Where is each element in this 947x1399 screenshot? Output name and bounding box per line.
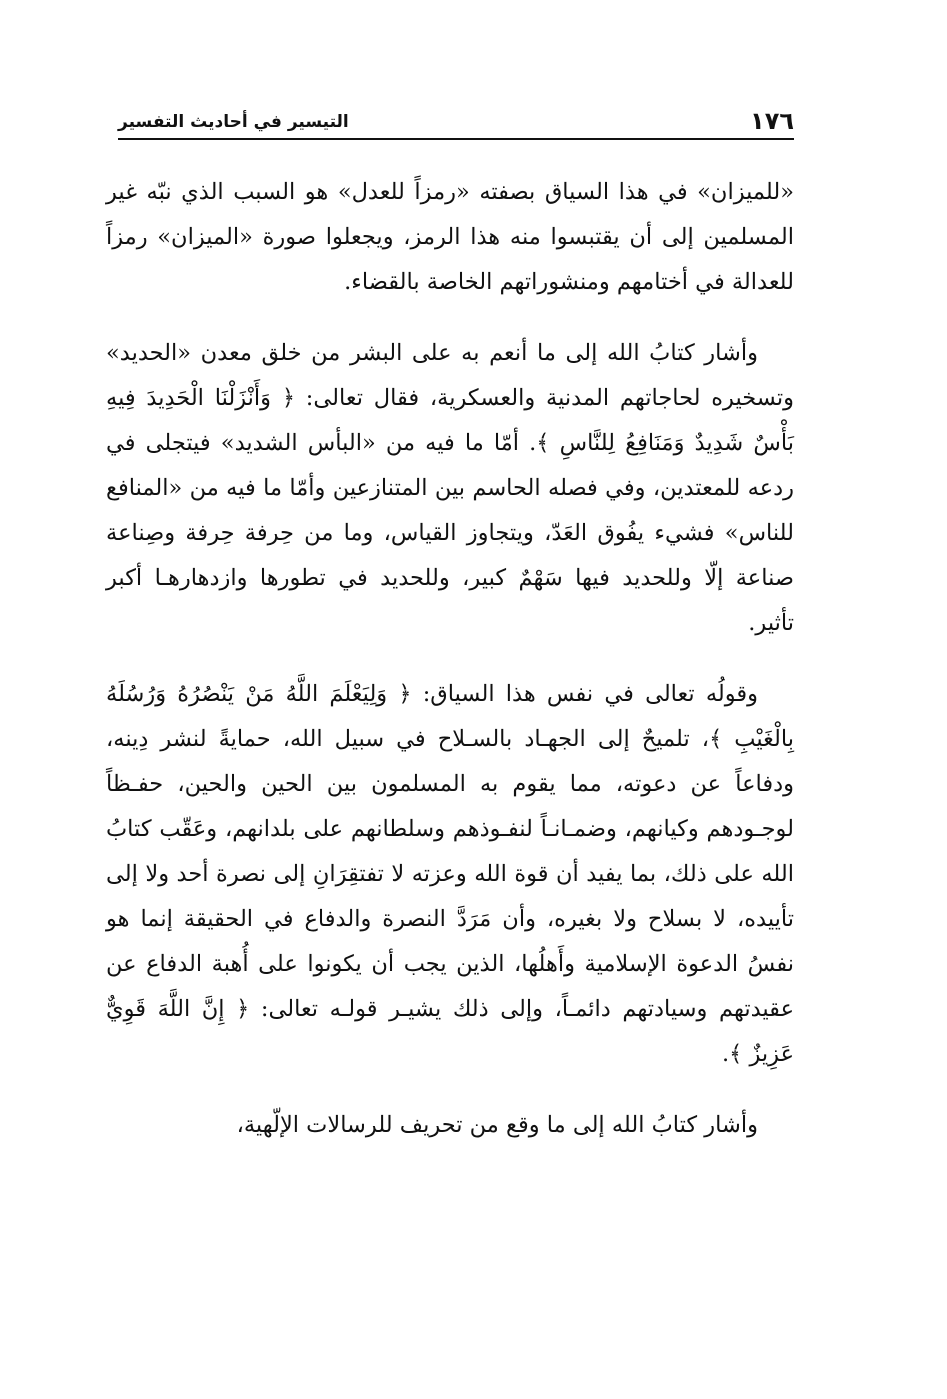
paragraph-hadid: وأشار كتابُ الله إلى ما أنعم به على البشر من خلق معدن «الحديد» وتسخيره لحاجاتهم المدنية والعسكرية، فقال تعالى: ﴿ وَأَنْزَلْنَا الْحَدِيدَ فِيهِ بَأْسٌ شَدِيدٌ وَمَنَافِعُ لِلنَّاسِ ﴾. أمّا ما فيه من «البأس الشديد» فيتجلى في ردعه للمعتدين، وفي فصله الحاسم بين المتنازعين وأمّا ما فيه من «المنافع للناس» فشيء يفُوق العَدّ، ويتجاوز القياس، وما من حِرفة حِرفة وصِناعة صناعة إلّا وللحديد فيها سَهْمٌ كبير، وللحديد في تطورها وازدهارهـا أكبر تأثير. [106, 340, 794, 636]
paragraph-tahrif: وأشار كتابُ الله إلى ما وقع من تحريف للرسالات الإلّهية، [236, 1112, 758, 1138]
paragraph-jihad: وقولُه تعالى في نفس هذا السياق: ﴿ وَلِيَعْلَمَ اللَّهُ مَنْ يَنْصُرُهُ وَرُسُلَهُ بِالْغَيْبِ ﴾، تلميحٌ إلى الجهـاد بالسـلاح في سبيل الله، حمايةً لنشر دِينه، ودفاعاً عن دعوته، مما يقوم به المسلمون بين الحين والحين، حفـظاً لوجـودهم وكيانهم، وضمـانـاً لنفـوذهم وسلطانهم على بلدانهم، وعَقّب كتابُ الله على ذلك، بما يفيد أن قوة الله وعزته لا تفتقِرَانِ إلى نصرة أحد ولا إلى تأييده، لا بسلاح ولا بغيره، وأن مَرَدَّ النصرة والدفاع في الحقيقة إنما هو نفسُ الدعوة الإسلامية وأَهلُها، الذين يجب أن يكونوا على أُهبة الدفاع عن عقيدتهم وسيادتهم دائمـاً، وإلى ذلك يشيـر قولـه تعالى: ﴿ إِنَّ اللَّهَ قَوِيٌّ عَزِيزٌ ﴾. [106, 681, 794, 1067]
body-text [106, 170, 794, 1148]
page-number: ١٧٦ [750, 107, 794, 135]
paragraph-mizan: «للميزان» في هذا السياق بصفته «رمزاً للعدل» هو السبب الذي نبّه غير المسلمين إلى أن يقتبسوا منه هذا الرمز، ويجعلوا صورة «الميزان» رمزاً للعدالة في أختامهم ومنشوراتهم الخاصة بالقضاء. [106, 179, 794, 295]
running-header [118, 100, 794, 140]
book-title: التيسير في أحاديث التفسير [118, 112, 349, 132]
